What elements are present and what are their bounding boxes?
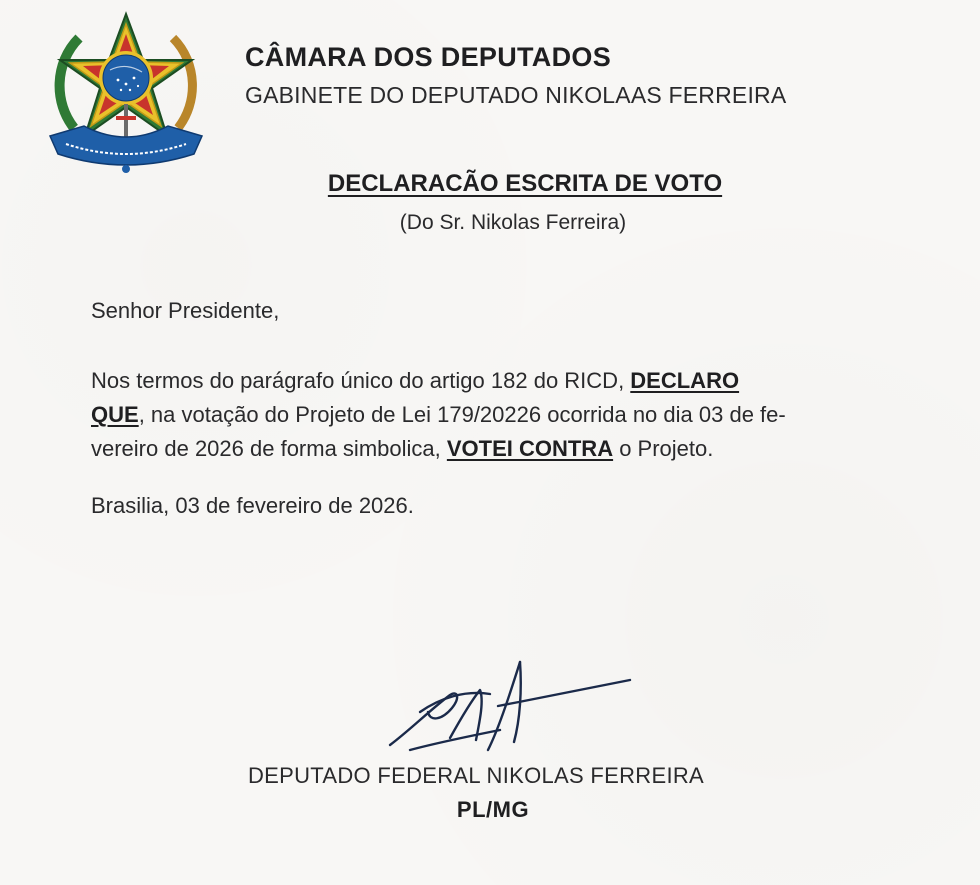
emphasis-declaro: DECLARO (630, 368, 740, 393)
paragraph-text: vereiro de 2026 de forma simbolica, (91, 436, 447, 461)
signer-party: PL/MG (456, 797, 530, 822)
salutation: Senhor Presidente, (91, 298, 280, 323)
paragraph-text: Nos termos do parágrafo único do artigo 182 do RICD, (91, 368, 631, 393)
emphasis-que: QUE (91, 402, 139, 427)
declaration-paragraph (91, 364, 939, 466)
paragraph-text: , na votação do Projeto de Lei 179/20226 ocorrida no dia 03 de fe- (138, 402, 786, 427)
document-title-text: DECLARACÃO ESCRITA DE VOTO (327, 170, 723, 197)
paragraph-line-1 (91, 364, 939, 398)
office-name: GABINETE DO DEPUTADO NIKOLAAS FERREIRA (245, 82, 787, 108)
paragraph-text: o Projeto. (613, 436, 714, 461)
signer-name: DEPUTADO FEDERAL NIKOLAS FERREIRA (247, 763, 705, 788)
document-title (0, 170, 980, 198)
place-and-date: Brasilia, 03 de fevereiro de 2026. (91, 493, 414, 518)
organization-name: CÂMARA DOS DEPUTADOS (245, 42, 612, 72)
paragraph-line-2 (91, 398, 939, 432)
paragraph-line-3 (91, 432, 939, 466)
brazil-coat-of-arms-emblem (44, 8, 208, 178)
emphasis-votei-contra: VOTEI CONTRA (446, 436, 614, 461)
handwritten-signature (380, 650, 640, 760)
document-subtitle: (Do Sr. Nikolas Ferreira) (399, 211, 627, 234)
